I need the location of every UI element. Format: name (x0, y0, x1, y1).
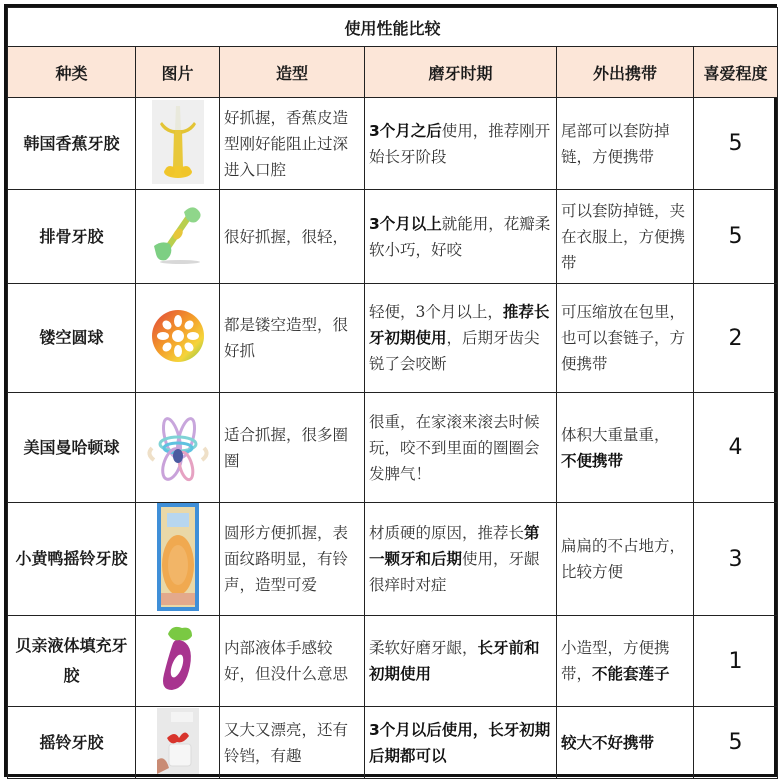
row-carry: 可压缩放在包里，也可以套链子，方便携带 (557, 284, 694, 393)
table-row (8, 98, 778, 190)
row-name: 镂空圆球 (8, 284, 136, 393)
row-shape: 又大又漂亮，还有铃铛，有趣 (220, 707, 365, 779)
rib-teether-image (148, 200, 208, 274)
row-score: 5 (694, 707, 778, 779)
row-carry (557, 616, 694, 707)
row-carry-bold: 较大不好携带 (561, 733, 655, 752)
row-period (365, 190, 557, 284)
table-row (8, 190, 778, 284)
row-score: 2 (694, 284, 778, 393)
table-title: 使用性能比较 (8, 8, 778, 47)
row-name: 小黄鸭摇铃牙胶 (8, 503, 136, 616)
row-period-rest: 使用，牙龈很痒时对症 (369, 550, 540, 594)
row-period: 很重，在家滚来滚去时候玩，咬不到里面的圈圈会发脾气！ (365, 393, 557, 503)
comparison-table-container (4, 4, 777, 777)
row-period-pre: 轻便，3个月以上， (369, 303, 503, 321)
row-period-rest: 使用，推荐刚开始长牙阶段 (369, 121, 551, 166)
header-picture: 图片 (136, 47, 220, 98)
row-score: 4 (694, 393, 778, 503)
row-period (365, 98, 557, 190)
row-period (365, 284, 557, 393)
row-period-pre: 材质硬的原因，推荐长 (369, 524, 525, 542)
row-shape: 内部液体手感较好，但没什么意思 (220, 616, 365, 707)
row-shape: 圆形方便抓握，表面纹路明显，有铃声，造型可爱 (220, 503, 365, 616)
row-carry (557, 707, 694, 779)
row-shape: 都是镂空造型，很好抓 (220, 284, 365, 393)
manhattan-ball-image (142, 408, 214, 488)
row-period-bold: 第一颗牙和后期 (369, 524, 540, 568)
duck-rattle-teether-image (157, 503, 199, 615)
header-preference: 喜爱程度 (694, 47, 778, 98)
row-period-bold: 长牙前和初期使用 (369, 639, 540, 683)
row-name: 贝亲液体填充牙胶 (8, 616, 136, 707)
table-row (8, 284, 778, 393)
row-score: 5 (694, 98, 778, 190)
row-period-bold: 3个月之后 (369, 121, 442, 140)
row-shape: 好抓握，香蕉皮造型刚好能阻止过深进入口腔 (220, 98, 365, 190)
row-period-rest: ，后期牙齿尖锐了会咬断 (369, 329, 540, 373)
row-carry-text: 体积大重量重， (561, 425, 670, 444)
header-teething-period: 磨牙时期 (365, 47, 557, 98)
row-name: 排骨牙胶 (8, 190, 136, 284)
row-shape: 很好抓握，很轻， (220, 190, 365, 284)
row-name: 韩国香蕉牙胶 (8, 98, 136, 190)
row-carry: 扁扁的不占地方，比较方便 (557, 503, 694, 616)
banana-teether-image (152, 100, 204, 188)
row-name: 美国曼哈顿球 (8, 393, 136, 503)
row-period (365, 707, 557, 779)
row-score: 1 (694, 616, 778, 707)
table-row (8, 616, 778, 707)
rattle-teether-image (157, 708, 199, 778)
row-score: 5 (694, 190, 778, 284)
header-type: 种类 (8, 47, 136, 98)
row-period-bold: 推荐长牙初期使用 (369, 303, 550, 347)
comparison-table (7, 7, 778, 779)
header-portability: 外出携带 (557, 47, 694, 98)
table-title-row (8, 8, 778, 47)
header-shape: 造型 (220, 47, 365, 98)
row-period-pre: 柔软好磨牙龈， (369, 639, 478, 657)
table-row (8, 393, 778, 503)
eggplant-teether-image (158, 624, 198, 698)
row-carry (557, 393, 694, 503)
row-score: 3 (694, 503, 778, 616)
row-period-rest: 就能用，花瓣柔软小巧，好咬 (369, 214, 551, 259)
row-shape: 适合抓握，很多圈圈 (220, 393, 365, 503)
table-row (8, 707, 778, 779)
hollow-ball-image (148, 305, 208, 371)
row-name: 摇铃牙胶 (8, 707, 136, 779)
row-carry: 可以套防掉链，夹在衣服上，方便携带 (557, 190, 694, 284)
row-period-bold: 3个月以上 (369, 214, 442, 233)
row-period (365, 616, 557, 707)
row-carry-text: 小造型，方便携带， (561, 639, 670, 683)
row-carry-bold: 不便携带 (561, 451, 624, 470)
row-period (365, 503, 557, 616)
row-carry-bold: 不能套莲子 (592, 665, 670, 683)
row-carry: 尾部可以套防掉链，方便携带 (557, 98, 694, 190)
row-period-bold: 3个月以后使用，长牙初期后期都可以 (369, 720, 551, 765)
table-header-row (8, 47, 778, 98)
table-row (8, 503, 778, 616)
